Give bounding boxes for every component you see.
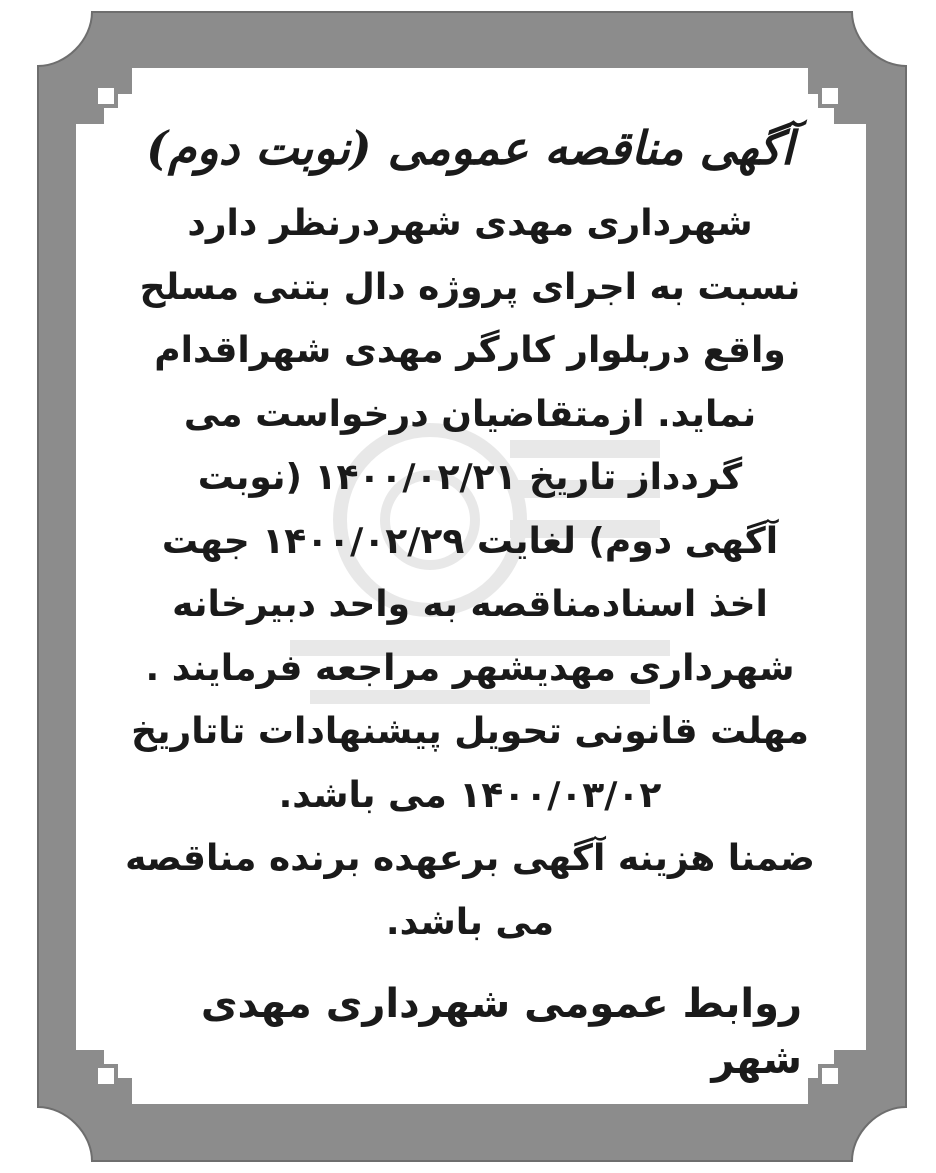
notice-line: گردداز تاریخ ۱۴۰۰/۰۲/۲۱ (نوبت xyxy=(197,457,743,498)
notice-line: شهرداری مهدی شهردرنظر دارد xyxy=(187,203,753,244)
notice-title: آگهی مناقصه عمومی (نوبت دوم) xyxy=(146,121,794,175)
notice-line: نماید. ازمتقاضیان درخواست می xyxy=(183,393,757,435)
notice-line: می باشد. xyxy=(385,901,555,943)
corner-ornament-bottom-left xyxy=(96,1066,116,1086)
notice-line: آگهی دوم) لغایت ۱۴۰۰/۰۲/۲۹ جهت xyxy=(161,520,779,562)
notice-line: نسبت به اجرای پروژه دال بتنی مسلح xyxy=(139,266,801,308)
notice-line: مهلت قانونی تحویل پیشنهادات تاتاریخ xyxy=(131,711,809,752)
notice-line: واقع دربلوار کارگر مهدی شهراقدام xyxy=(154,330,786,371)
notice-body xyxy=(120,192,820,954)
corner-ornament-top-right xyxy=(820,86,840,106)
corner-ornament-bottom-right xyxy=(820,1066,840,1086)
notice-line: ۱۴۰۰/۰۳/۰۲ می باشد. xyxy=(278,774,662,816)
notice-content xyxy=(120,110,820,1083)
notice-line: شهرداری مهدیشهر مراجعه فرمایند . xyxy=(145,647,795,689)
notice-signature: روابط عمومی شهرداری مهدی شهر xyxy=(200,981,802,1083)
notice-line: اخذ اسنادمناقصه به واحد دبیرخانه xyxy=(172,584,768,625)
notice-line: ضمنا هزینه آگهی برعهده برنده مناقصه xyxy=(125,838,815,879)
corner-ornament-top-left xyxy=(96,86,116,106)
